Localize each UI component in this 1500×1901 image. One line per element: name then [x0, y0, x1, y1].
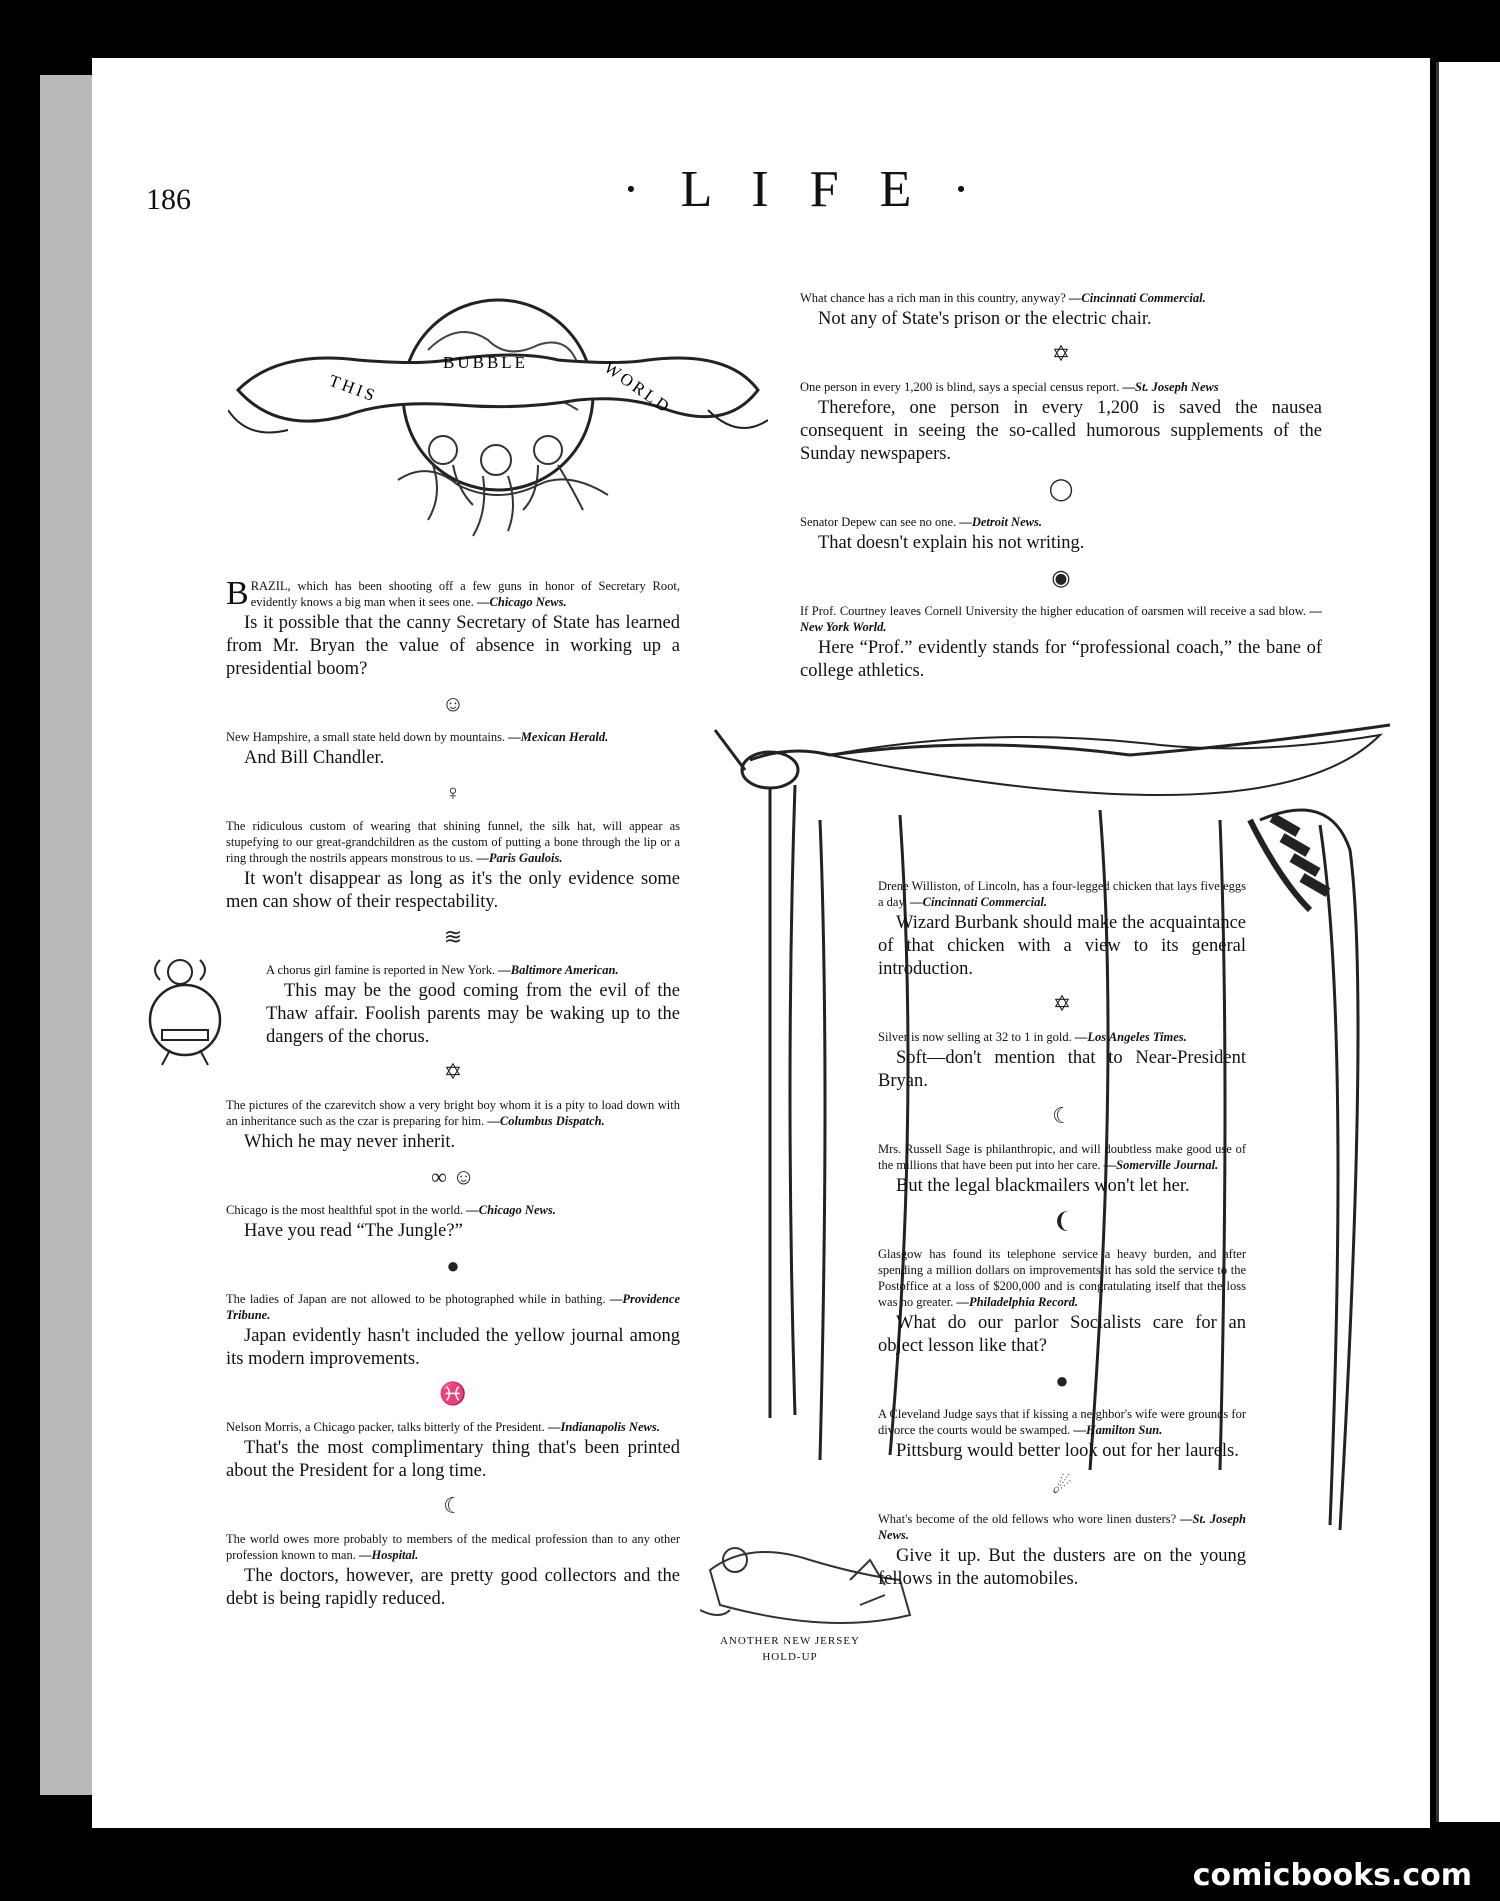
clipping-citation: New Hampshire, a small state held down by mountains. —Mexican Herald.: [226, 730, 609, 744]
left-column: [226, 575, 680, 1621]
clipping-citation: If Prof. Courtney leaves Cornell University the higher education of oarsmen will receive a sad blow. —New York World.: [800, 604, 1322, 634]
star-icon: ✡: [1052, 991, 1072, 1016]
caption-line-2: HOLD-UP: [762, 1651, 818, 1663]
left-item-6: [226, 1202, 680, 1243]
smiling-face-icon: ∞ ☺: [431, 1164, 475, 1189]
crescent-icon: ❨: [1052, 1208, 1072, 1233]
book-spine: [40, 75, 98, 1795]
left-item-7: [226, 1291, 680, 1371]
clipping-citation: Silver is now selling at 32 to 1 in gold. —Los Angeles Times.: [878, 1030, 1187, 1044]
clipping-citation: A chorus girl famine is reported in New York. —Baltimore American.: [266, 963, 619, 977]
left-item-8: [226, 1419, 680, 1483]
clipping-citation: The ridiculous custom of wearing that shining funnel, the silk hat, will appear as stupefying to our great-grandchildren as the custom of putting a bone through the lip or a ring through the nostrils appears monstrous to us. —Paris Gaulois.: [226, 819, 680, 865]
quip-text: That's the most complimentary thing that's been printed about the President for a long time.: [226, 1438, 680, 1481]
cherub-globe-illustration: [140, 950, 230, 1070]
left-item-9: [226, 1531, 680, 1611]
right-inner-item-3: [878, 1141, 1246, 1198]
clipping-citation: Chicago is the most healthful spot in the world. —Chicago News.: [226, 1203, 556, 1217]
quip-text: And Bill Chandler.: [244, 748, 385, 768]
clipping-citation: Glasgow has found its telephone service a heavy burden, and after spending a million dollars on improvements it has sold the service to the Postoffice at a loss of $200,000 and is congratulating itself that the loss was no greater. —Philadelphia Record.: [878, 1247, 1246, 1309]
crescent-moon-icon: ☾: [443, 1493, 463, 1518]
quip-text: Therefore, one person in every 1,200 is saved the nausea consequent in seeing the so-called humorous supplements of the Sunday newspapers.: [800, 398, 1322, 464]
quip-text: Is it possible that the canny Secretary of State has learned from Mr. Bryan the value of absence in working up a presidential boom?: [226, 613, 680, 679]
quip-text: Here “Prof.” evidently stands for “professional coach,” the bane of college athletics.: [800, 638, 1322, 681]
quip-text: Not any of State's prison or the electric chair.: [818, 309, 1152, 329]
right-inner-item-6: [878, 1511, 1246, 1591]
clipping-citation: The world owes more probably to members of the medical profession than to any other profession known to man. —Hospital.: [226, 1532, 680, 1562]
cartoon-caption: [705, 1633, 875, 1665]
right-inner-column: [878, 878, 1246, 1601]
bubble-world-illustration: [228, 290, 768, 570]
clipping-citation: What's become of the old fellows who wore linen dusters? —St. Joseph News.: [878, 1512, 1246, 1542]
clipping-citation: One person in every 1,200 is blind, says a special census report. —St. Joseph News: [800, 380, 1219, 394]
left-item-2: [226, 729, 680, 770]
right-top-item-1: [800, 290, 1322, 331]
clipping-citation: What chance has a rich man in this country, anyway? —Cincinnati Commercial.: [800, 291, 1206, 305]
clipping-citation: A Cleveland Judge says that if kissing a neighbor's wife were grounds for divorce the courts would be swamped. —Hamilton Sun.: [878, 1407, 1246, 1437]
star-icon: ✡: [443, 1059, 463, 1084]
quip-text: But the legal blackmailers won't let her.: [896, 1176, 1190, 1196]
quip-text: Wizard Burbank should make the acquaintance of that chicken with a view to its general introduction.: [878, 913, 1246, 979]
black-dot-icon: ●: [446, 1253, 460, 1278]
clipping-citation: BRAZIL, which has been shooting off a few guns in honor of Secretary Root, evidently knows a big man when it sees one. —Chicago News.: [226, 575, 680, 612]
clipping-citation: The ladies of Japan are not allowed to be photographed while in bathing. —Providence Tribune.: [226, 1292, 680, 1322]
figure-ornament-icon: ♀: [444, 780, 462, 805]
banner-word-2: BUBBLE: [443, 353, 529, 372]
right-inner-item-1: [878, 878, 1246, 981]
haloed-dot-icon: ●: [1055, 1368, 1069, 1393]
star-icon: ✡: [1051, 341, 1071, 366]
banner-word-1: THIS: [326, 370, 380, 406]
site-watermark: comicbooks.com: [1192, 1858, 1472, 1893]
right-top-column: [800, 290, 1322, 693]
circle-face-icon: ◯: [1048, 476, 1074, 501]
quip-text: This may be the good coming from the evil of the Thaw affair. Foolish parents may be waking up to the dangers of the chorus.: [266, 981, 680, 1047]
left-item-4: [226, 962, 680, 1049]
right-top-item-2: [800, 379, 1322, 466]
clipping-citation: The pictures of the czarevitch show a very bright boy whom it is a pity to load down with an inheritance such as the czar is preparing for him. —Columbus Dispatch.: [226, 1098, 680, 1128]
masked-face-icon: ◉: [1051, 565, 1071, 590]
pisces-icon: ♓: [439, 1381, 467, 1406]
right-inner-item-2: [878, 1029, 1246, 1093]
quip-text: It won't disappear as long as it's the only evidence some men can show of their respectability.: [226, 869, 680, 912]
quip-text: That doesn't explain his not writing.: [818, 533, 1085, 553]
right-inner-item-4: [878, 1246, 1246, 1358]
left-item-1: [226, 575, 680, 681]
right-inner-item-5: [878, 1406, 1246, 1463]
right-top-item-4: [800, 603, 1322, 683]
quip-text: Give it up. But the dusters are on the young fellows in the automobiles.: [878, 1546, 1246, 1589]
clipping-citation: Nelson Morris, a Chicago packer, talks bitterly of the President. —Indianapolis News.: [226, 1420, 660, 1434]
quip-text: Have you read “The Jungle?”: [244, 1221, 463, 1241]
lightning-icon: ≋: [443, 924, 463, 949]
clipping-citation: Drene Williston, of Lincoln, has a four-legged chicken that lays five eggs a day. —Cincinnati Commercial.: [878, 879, 1246, 909]
comet-icon: ☄: [1052, 1473, 1072, 1498]
clipping-citation: Senator Depew can see no one. —Detroit News.: [800, 515, 1042, 529]
right-top-item-3: [800, 514, 1322, 555]
masthead-title: · L I F E ·: [622, 161, 984, 218]
left-item-5: [226, 1097, 680, 1154]
caption-line-1: ANOTHER NEW JERSEY: [719, 1635, 860, 1647]
moon-runner-icon: ☾: [1052, 1103, 1072, 1128]
clipping-citation: Mrs. Russell Sage is philanthropic, and will doubtless make good use of the millions that have been put into her care. —Somerville Journal.: [878, 1142, 1246, 1172]
quip-text: Pittsburg would better look out for her laurels.: [896, 1441, 1239, 1461]
quip-text: The doctors, however, are pretty good collectors and the debt is being rapidly reduced.: [226, 1566, 680, 1609]
page-number: 186: [146, 183, 191, 216]
quip-text: Soft—don't mention that to Near-President Bryan.: [878, 1048, 1246, 1091]
quip-text: What do our parlor Socialists care for an object lesson like that?: [878, 1313, 1246, 1356]
adjacent-page-edge: [1436, 62, 1500, 1822]
quip-text: Which he may never inherit.: [244, 1132, 456, 1152]
left-item-3: [226, 818, 680, 914]
banner-word-3: WORLD: [600, 357, 675, 418]
quip-text: Japan evidently hasn't included the yellow journal among its modern improvements.: [226, 1326, 680, 1369]
top-hat-face-icon: ☺: [441, 691, 465, 716]
